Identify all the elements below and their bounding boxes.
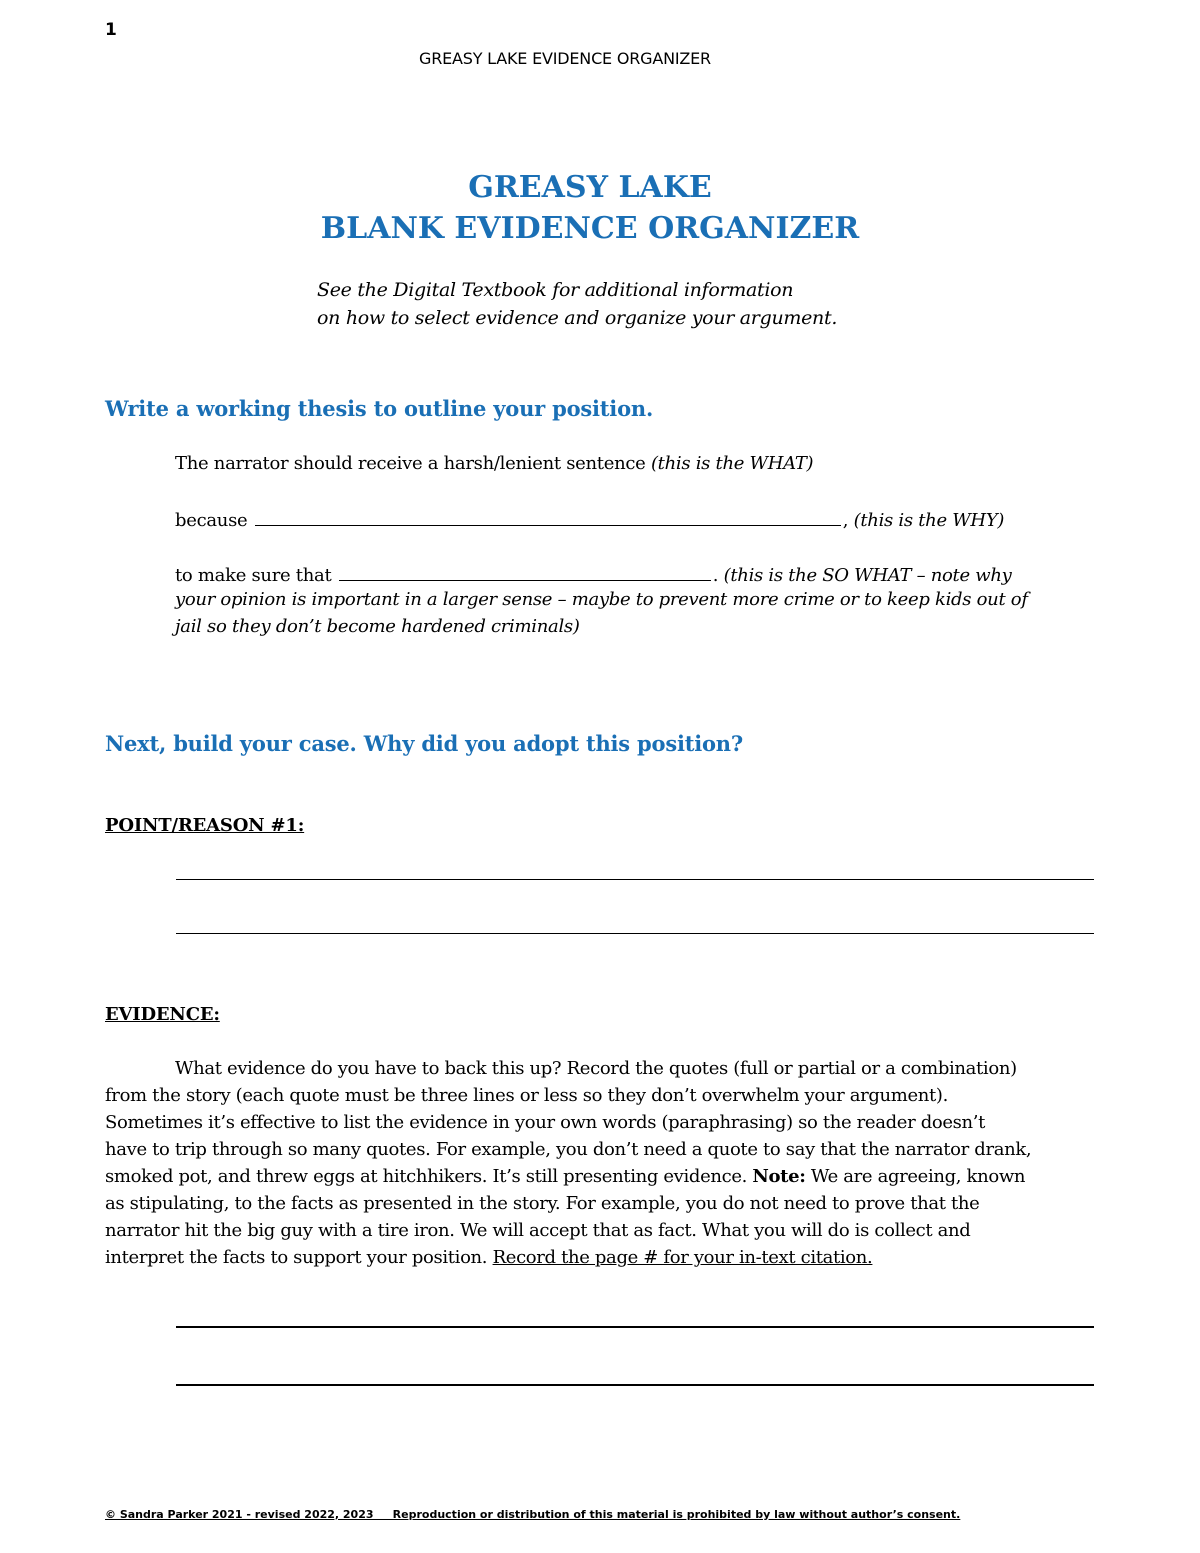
build-case-heading: Next, build your case. Why did you adopt this position? — [105, 731, 743, 756]
evidence-line-5-post: We are agreeing, known — [805, 1166, 1026, 1187]
thesis-line-so-what — [175, 562, 1012, 586]
thesis-heading: Write a working thesis to outline your position. — [105, 396, 654, 421]
evidence-instruction-line-3: Sometimes it’s effective to list the evidence in your own words (paraphrasing) so the reader doesn’t — [105, 1112, 986, 1133]
citation-instruction: Record the page # for your in-text citation. — [492, 1247, 873, 1268]
evidence-line-8-pre: interpret the facts to support your position. — [105, 1247, 493, 1268]
thesis-line-why — [175, 507, 1004, 531]
thesis-so-what-punct: . — [712, 565, 724, 586]
thesis-so-what-continuation-1: your opinion is important in a larger sense – maybe to prevent more crime or to keep kids out of — [175, 589, 1028, 610]
thesis-what-note: (this is the WHAT) — [650, 453, 814, 474]
running-header: GREASY LAKE EVIDENCE ORGANIZER — [419, 49, 711, 68]
evidence-instruction-line-4: have to trip through so many quotes. For example, you don’t need a quote to say that the narrator drank, — [105, 1139, 1032, 1160]
subtitle-line-1: See the Digital Textbook for additional information — [317, 279, 794, 301]
evidence-line-5-pre: smoked pot, and threw eggs at hitchhikers. It’s still presenting evidence. — [105, 1166, 753, 1187]
evidence-instruction-line-1: What evidence do you have to back this up? Record the quotes (full or partial or a combination) — [175, 1058, 1017, 1079]
note-label: Note: — [752, 1166, 806, 1187]
document-title-line-1: GREASY LAKE — [468, 170, 712, 205]
evidence-instruction-line-5 — [105, 1166, 1025, 1187]
evidence-answer-line-1[interactable] — [176, 1326, 1094, 1328]
thesis-why-text: because — [175, 510, 253, 531]
thesis-why-punct: , — [842, 510, 854, 531]
thesis-line-what — [175, 453, 813, 474]
point-answer-line-2[interactable] — [176, 933, 1094, 934]
thesis-what-text: The narrator should receive a harsh/lenient sentence — [175, 453, 651, 474]
copyright-footer: © Sandra Parker 2021 - revised 2022, 2023 Reproduction or distribution of this material is prohibited by law without author’s consent. — [105, 1508, 961, 1521]
point-reason-label: POINT/REASON #1: — [105, 815, 305, 836]
page-number: 1 — [105, 20, 117, 40]
evidence-label: EVIDENCE: — [105, 1004, 220, 1025]
evidence-instruction-line-2: from the story (each quote must be three lines or less so they don’t overwhelm your argument). — [105, 1085, 948, 1106]
evidence-instruction-line-8 — [105, 1247, 872, 1268]
thesis-so-what-text: to make sure that — [175, 565, 337, 586]
thesis-so-what-continuation-2: jail so they don’t become hardened criminals) — [175, 616, 580, 637]
subtitle-line-2: on how to select evidence and organize your argument. — [317, 307, 838, 329]
thesis-so-what-note: (this is the SO WHAT – note why — [723, 565, 1012, 586]
document-title-line-2: BLANK EVIDENCE ORGANIZER — [320, 211, 860, 246]
thesis-so-what-blank[interactable] — [339, 562, 711, 581]
thesis-why-note: (this is the WHY) — [853, 510, 1005, 531]
thesis-why-blank[interactable] — [255, 507, 841, 526]
point-answer-line-1[interactable] — [176, 879, 1094, 880]
evidence-answer-line-2[interactable] — [176, 1384, 1094, 1386]
evidence-instruction-line-7: narrator hit the big guy with a tire iron. We will accept that as fact. What you will do is collect and — [105, 1220, 971, 1241]
evidence-instruction-line-6: as stipulating, to the facts as presented in the story. For example, you do not need to prove that the — [105, 1193, 980, 1214]
